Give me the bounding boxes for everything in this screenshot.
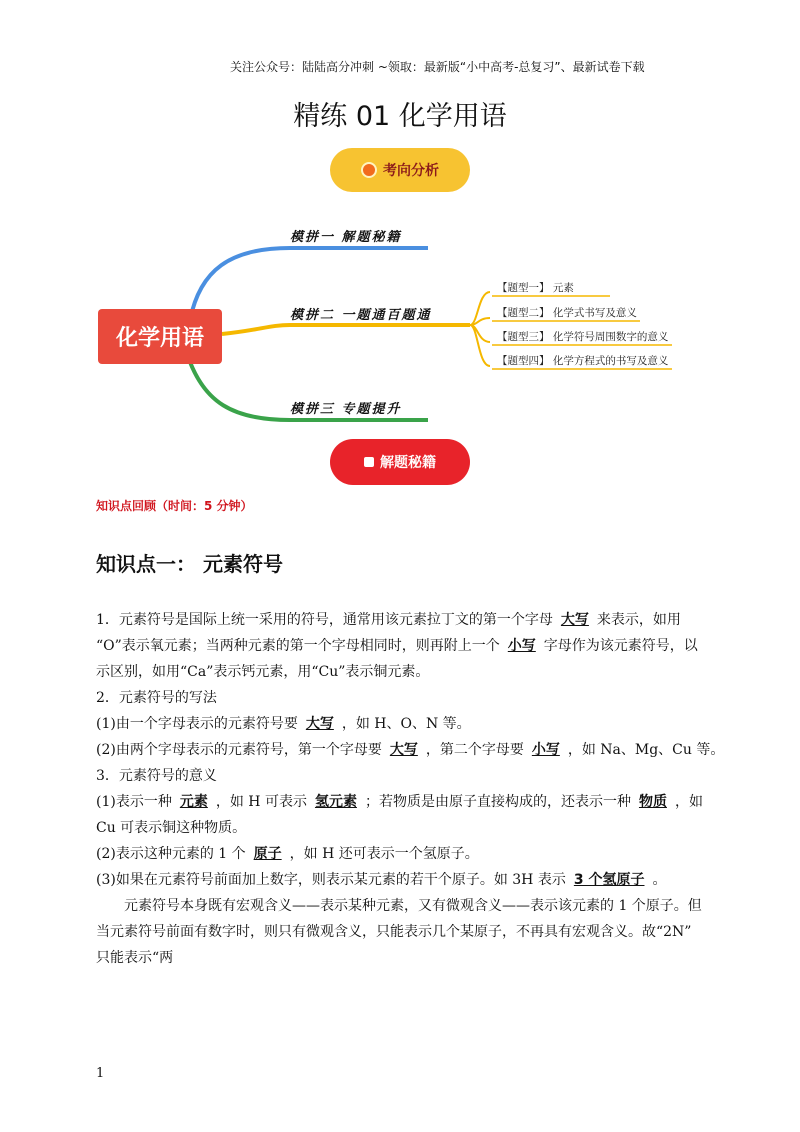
book-icon (364, 457, 374, 467)
p1-line2: “O”表示氧元素；当两种元素的第一个字母相同时，则再附上一个 小写 字母作为该元素符号，以 (96, 638, 698, 654)
p2-2: (2)由两个字母表示的元素符号，第一个字母要 大写 ，第二个字母要 小写 ，如 Na、Mg、Cu 等。 (96, 742, 725, 758)
p1-line3: 示区别，如用“Ca”表示钙元素，用“Cu”表示铜元素。 (96, 664, 430, 680)
p3-1-line2: Cu 可表示铜这种物质。 (96, 820, 247, 836)
branch1-label: 模拼一 解题秘籍 (290, 230, 402, 245)
knowledge-point-title: 知识点一： 元素符号 (96, 552, 283, 576)
p3-3: (3)如果在元素符号前面加上数字，则表示某元素的若干个原子。如 3H 表示 3 个氢原子 。 (96, 872, 667, 888)
answer: 3 个氢原子 (573, 872, 645, 888)
branch2-line (222, 325, 470, 334)
answer: 原子 (253, 846, 282, 862)
p1-line1: 1．元素符号是国际上统一采用的符号，通常用该元素拉丁文的第一个字母 大写 来表示，如用 (96, 612, 681, 628)
p4-line1: 元素符号本身既有宏观含义——表示某种元素，又有微观含义——表示该元素的 1 个原子。但 (124, 898, 702, 914)
answer: 大写 (305, 716, 334, 732)
answer: 氢元素 (314, 794, 357, 810)
p2-1: (1)由一个字母表示的元素符号要 大写 ，如 H、O、N 等。 (96, 716, 471, 732)
subitem-4: 【题型四】 化学方程式的书写及意义 (497, 355, 669, 367)
solution-tips-pill (330, 439, 470, 485)
header-note: 关注公众号：陆陆高分冲刺 ~领取：最新版“小中高考-总复习”、最新试卷下载 (230, 60, 645, 74)
answer: 大写 (560, 612, 589, 628)
answer: 小写 (507, 638, 536, 654)
answer: 元素 (179, 794, 208, 810)
p2-heading: 2．元素符号的写法 (96, 690, 217, 706)
answer: 小写 (531, 742, 560, 758)
branch2-label: 模拼二 一题通百题通 (290, 308, 432, 323)
p4-line2: 当元素符号前面有数字时，则只有微观含义，只能表示几个某原子，不再具有宏观含义。故“2N” (96, 924, 692, 940)
subitem-2: 【题型二】 化学式书写及意义 (497, 307, 637, 319)
sub-connector (470, 292, 490, 366)
subitem-3: 【题型三】 化学符号周围数字的意义 (497, 331, 669, 343)
answer: 物质 (638, 794, 667, 810)
p4-line3: 只能表示“两 (96, 950, 174, 966)
pill-label: 解题秘籍 (380, 455, 436, 471)
p3-1-line1: (1)表示一种 元素 ，如 H 可表示 氢元素 ；若物质是由原子直接构成的，还表示一种 物质 ，如 (96, 794, 703, 810)
branch3-label: 模拼三 专题提升 (290, 402, 402, 417)
p3-2: (2)表示这种元素的 1 个 原子 ，如 H 还可表示一个氢原子。 (96, 846, 479, 862)
mindmap-center: 化学用语 (98, 309, 222, 364)
review-heading: 知识点回顾（时间：5 分钟） (96, 499, 253, 513)
page-title: 精练 01 化学用语 (293, 101, 507, 132)
p3-heading: 3．元素符号的意义 (96, 768, 217, 784)
answer: 大写 (389, 742, 418, 758)
pill-label: 考向分析 (383, 163, 439, 179)
page-number: 1 (96, 1066, 105, 1081)
subitem-1: 【题型一】 元素 (497, 282, 574, 294)
